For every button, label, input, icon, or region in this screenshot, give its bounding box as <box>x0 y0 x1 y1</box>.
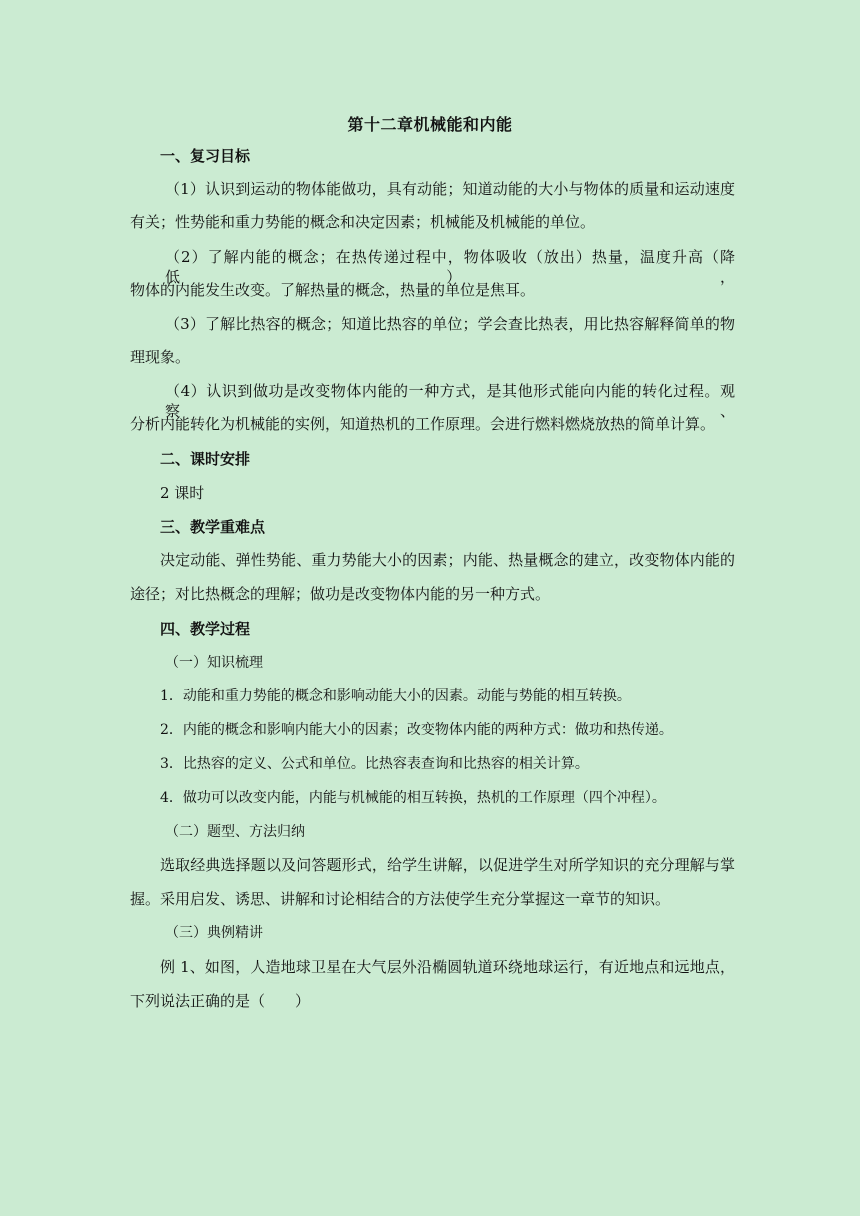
paragraph-line: 例 1、如图，人造地球卫星在大气层外沿椭圆轨道环绕地球运行，有近地点和远地点， <box>160 958 735 976</box>
list-item: 4．做功可以改变内能，内能与机械能的相互转换，热机的工作原理（四个冲程）。 <box>160 790 666 806</box>
paragraph-line: 途径；对比热概念的理解；做功是改变物体内能的另一种方式。 <box>130 585 551 603</box>
paragraph-line: 下列说法正确的是（ ） <box>130 992 311 1010</box>
paragraph-line: （4）认识到做功是改变物体内能的一种方式，是其他形式能向内能的转化过程。观察、 <box>165 382 735 420</box>
paragraph-line: 2 课时 <box>160 484 205 502</box>
paragraph-line: 分析内能转化为机械能的实例，知道热机的工作原理。会进行燃料燃烧放热的简单计算。 <box>130 415 716 433</box>
subsection-heading: （三）典例精讲 <box>165 925 263 941</box>
list-item: 1．动能和重力势能的概念和影响动能大小的因素。动能与势能的相互转换。 <box>160 688 631 704</box>
section-heading-schedule: 二、课时安排 <box>160 450 251 468</box>
paragraph-line: 物体的内能发生改变。了解热量的概念，热量的单位是焦耳。 <box>130 281 536 299</box>
paragraph-line: 握。采用启发、诱思、讲解和讨论相结合的方法使学生充分掌握这一章节的知识。 <box>130 890 671 908</box>
list-item: 3．比热容的定义、公式和单位。比热容表查询和比热容的相关计算。 <box>160 756 589 772</box>
paragraph-line: 理现象。 <box>130 348 191 366</box>
subsection-heading: （一）知识梳理 <box>165 655 263 671</box>
paragraph-line: （3）了解比热容的概念；知道比热容的单位；学会查比热表，用比热容解释简单的物 <box>165 315 735 333</box>
paragraph-line: 有关；性势能和重力势能的概念和决定因素；机械能及机械能的单位。 <box>130 213 596 231</box>
paragraph-line: （1）认识到运动的物体能做功，具有动能；知道动能的大小与物体的质量和运动速度 <box>165 180 735 198</box>
subsection-heading: （二）题型、方法归纳 <box>165 824 305 840</box>
list-item: 2．内能的概念和影响内能大小的因素；改变物体内能的两种方式：做功和热传递。 <box>160 722 673 738</box>
section-heading-review-goals: 一、复习目标 <box>160 147 251 165</box>
section-heading-key-points: 三、教学重难点 <box>160 518 266 536</box>
paragraph-line: （2）了解内能的概念；在热传递过程中，物体吸收（放出）热量，温度升高（降低）， <box>165 248 735 286</box>
section-heading-teaching-process: 四、教学过程 <box>160 620 251 638</box>
paragraph-line: 选取经典选择题以及问答题形式，给学生讲解，以促进学生对所学知识的充分理解与掌 <box>160 856 735 874</box>
document-title: 第十二章机械能和内能 <box>347 115 513 134</box>
paragraph-line: 决定动能、弹性势能、重力势能大小的因素；内能、热量概念的建立，改变物体内能的 <box>160 551 735 569</box>
